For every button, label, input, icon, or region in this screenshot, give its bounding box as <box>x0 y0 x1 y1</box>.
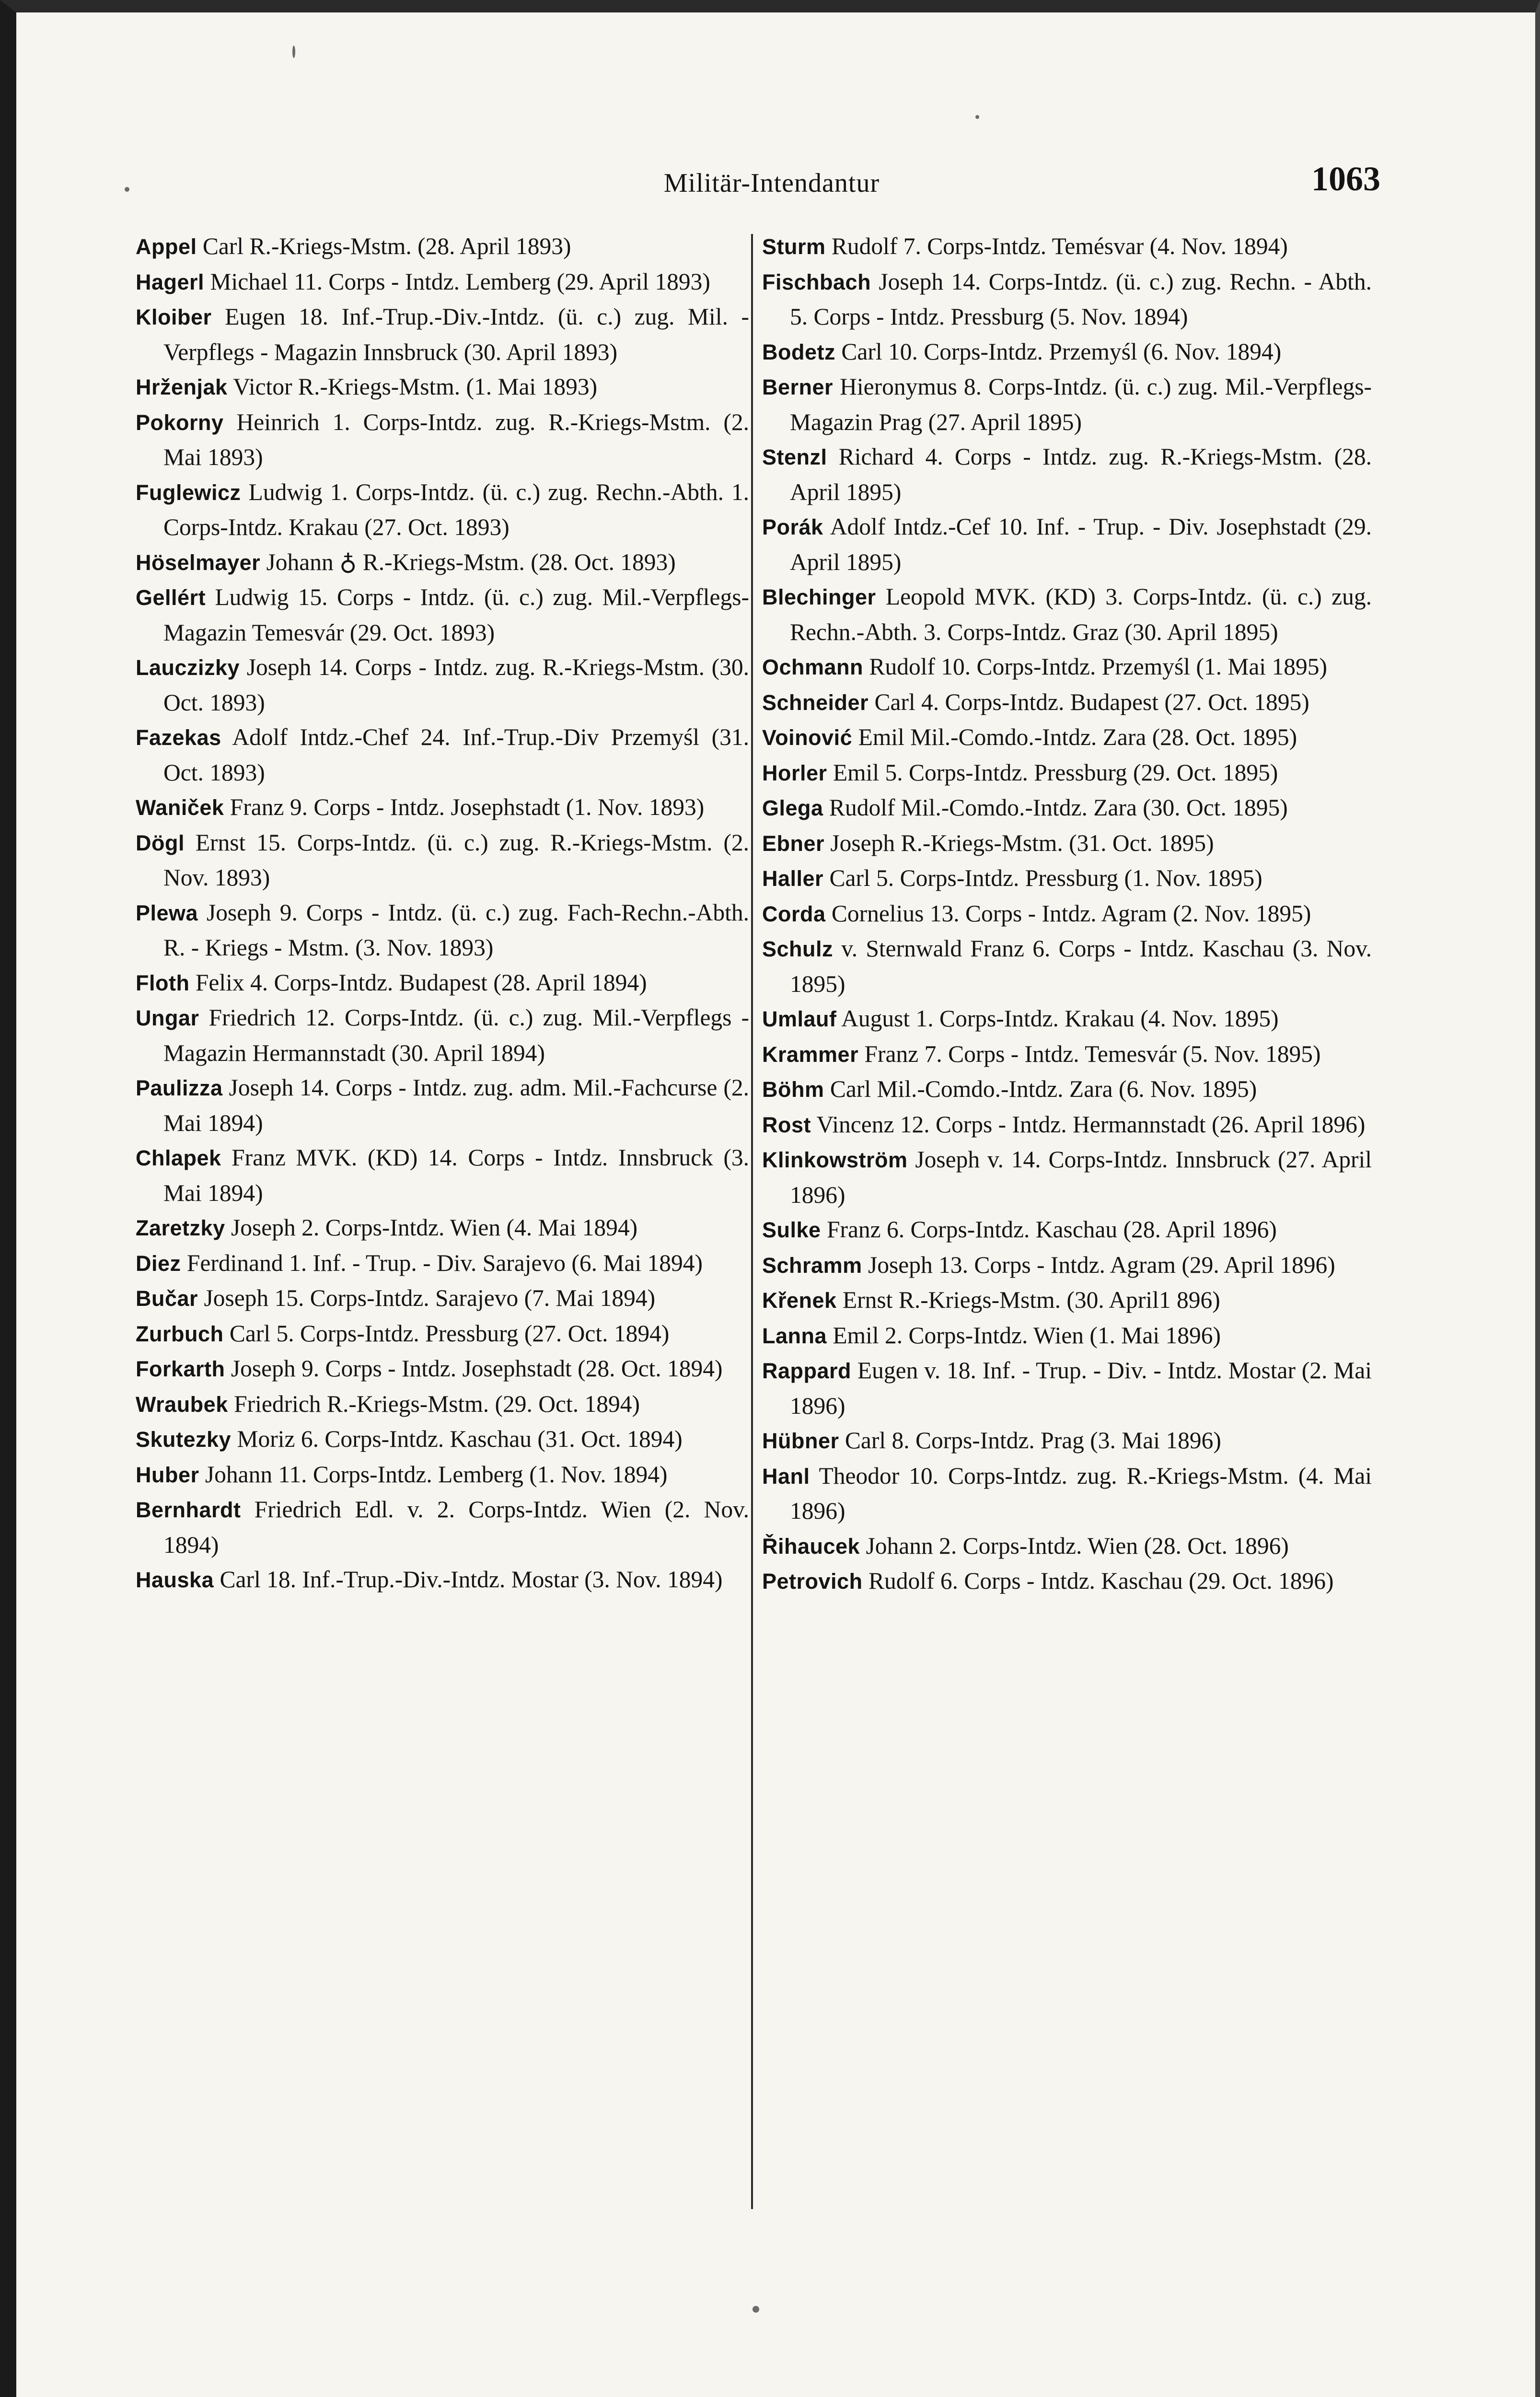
entry-surname: Appel <box>136 234 197 259</box>
scan-speck <box>292 46 295 58</box>
entry-details: Joseph 15. Corps-Intdz. Sarajevo (7. Mai 1894) <box>198 1285 656 1311</box>
list-item <box>762 1212 1372 1248</box>
entry-details: Johann ♁ R.-Kriegs-Mstm. (28. Oct. 1893) <box>260 548 676 575</box>
entry-details: Heinrich 1. Corps-Intdz. zug. R.-Kriegs-Mstm. (2. Mai 1893) <box>163 408 749 470</box>
list-item <box>136 1210 749 1246</box>
entry-surname: Fischbach <box>762 269 871 294</box>
entry-surname: Křenek <box>762 1288 837 1313</box>
entry-details: Franz MVK. (KD) 14. Corps - Intdz. Innsbruck (3. Mai 1894) <box>163 1144 749 1206</box>
entry-details: Johann 11. Corps-Intdz. Lemberg (1. Nov. 1894) <box>199 1461 668 1488</box>
list-item <box>136 229 749 265</box>
entry-surname: Řihaucek <box>762 1534 860 1559</box>
entry-details: Joseph 9. Corps - Intdz. (ü. c.) zug. Fach-Rechn.-Abth. R. - Kriegs - Mstm. (3. Nov. 1893) <box>163 899 749 961</box>
entry-details: Carl 10. Corps-Intdz. Przemyśl (6. Nov. 1894) <box>835 338 1282 365</box>
list-item <box>136 826 749 896</box>
entry-details: Carl 5. Corps-Intdz. Pressburg (27. Oct. 1894) <box>223 1320 670 1347</box>
entry-surname: Hanl <box>762 1464 810 1489</box>
entry-details: Richard 4. Corps - Intdz. zug. R.-Kriegs-Mstm. (28. April 1895) <box>790 443 1372 505</box>
page-number: 1063 <box>1311 160 1380 198</box>
list-item <box>762 580 1372 650</box>
entry-surname: Hrženjak <box>136 375 228 399</box>
list-item <box>136 1246 749 1281</box>
right-column <box>762 229 1372 1599</box>
entry-surname: Zaretzky <box>136 1216 225 1240</box>
entry-surname: Stenzl <box>762 445 827 469</box>
entry-details: Ernst 15. Corps-Intdz. (ü. c.) zug. R.-Kriegs-Mstm. (2. Nov. 1893) <box>163 829 749 891</box>
entry-details: Franz 6. Corps-Intdz. Kaschau (28. April 1896) <box>821 1216 1277 1243</box>
list-item <box>762 791 1372 826</box>
entry-details: Cornelius 13. Corps - Intdz. Agram (2. Nov. 1895) <box>825 900 1311 927</box>
entry-details: Eugen v. 18. Inf. - Trup. - Div. - Intdz. Mostar (2. Mai 1896) <box>790 1357 1372 1419</box>
list-item <box>136 545 749 581</box>
entry-surname: Höselmayer <box>136 550 261 575</box>
list-item <box>136 650 749 720</box>
entry-details: Joseph 9. Corps - Intdz. Josephstadt (28. Oct. 1894) <box>225 1355 723 1382</box>
list-item <box>762 229 1372 265</box>
column-divider <box>751 234 753 2209</box>
scan-speck <box>125 187 129 192</box>
entry-details: Michael 11. Corps - Intdz. Lemberg (29. April 1893) <box>204 268 710 295</box>
list-item <box>136 1562 749 1598</box>
entry-details: Rudolf 10. Corps-Intdz. Przemyśl (1. Mai 1895) <box>863 653 1327 680</box>
entry-details: Joseph 14. Corps-Intdz. (ü. c.) zug. Rechn. - Abth. 5. Corps - Intdz. Pressburg (5. Nov. 1894) <box>790 268 1372 330</box>
entry-details: Friedrich Edl. v. 2. Corps-Intdz. Wien (2. Nov. 1894) <box>163 1496 749 1558</box>
entry-details: Carl 8. Corps-Intdz. Prag (3. Mai 1896) <box>839 1427 1221 1454</box>
list-item <box>136 1387 749 1422</box>
entry-details: Rudolf Mil.-Comdo.-Intdz. Zara (30. Oct. 1895) <box>823 794 1288 821</box>
entry-details: Friedrich 12. Corps-Intdz. (ü. c.) zug. Mil.-Verpflegs - Magazin Hermannstadt (30. April 1894) <box>163 1004 749 1066</box>
entry-details: Vincenz 12. Corps - Intdz. Hermannstadt (26. April 1896) <box>811 1111 1366 1138</box>
entry-surname: Blechinger <box>762 585 876 609</box>
entry-surname: Glega <box>762 796 823 820</box>
entry-surname: Berner <box>762 375 834 399</box>
entry-surname: Bučar <box>136 1286 198 1311</box>
entry-details: Carl Mil.-Comdo.-Intdz. Zara (6. Nov. 1895) <box>824 1076 1257 1102</box>
entry-surname: Paulizza <box>136 1076 223 1100</box>
list-item <box>762 1037 1372 1072</box>
list-item <box>762 685 1372 721</box>
list-item <box>762 931 1372 1001</box>
list-item <box>136 405 749 475</box>
entry-surname: Schneider <box>762 690 869 715</box>
entry-surname: Kloiber <box>136 305 212 329</box>
scan-speck <box>975 115 979 119</box>
entry-details: Ludwig 1. Corps-Intdz. (ü. c.) zug. Rechn.-Abth. 1. Corps-Intdz. Krakau (27. Oct. 1893) <box>163 478 749 540</box>
entry-surname: Sturm <box>762 234 826 259</box>
entry-details: Carl 18. Inf.-Trup.-Div.-Intdz. Mostar (3. Nov. 1894) <box>214 1566 723 1593</box>
list-item <box>762 1318 1372 1354</box>
list-item <box>136 370 749 405</box>
entry-surname: Ochmann <box>762 655 864 679</box>
entry-details: Joseph 13. Corps - Intdz. Agram (29. April 1896) <box>862 1251 1335 1278</box>
list-item <box>762 335 1372 370</box>
list-item <box>762 1529 1372 1564</box>
entry-surname: Rost <box>762 1112 811 1137</box>
list-item <box>762 1459 1372 1529</box>
list-item <box>136 1351 749 1387</box>
entry-details: Carl 5. Corps-Intdz. Pressburg (1. Nov. 1895) <box>823 865 1262 891</box>
list-item <box>762 1353 1372 1423</box>
list-item <box>136 1281 749 1316</box>
list-item <box>762 1423 1372 1459</box>
entry-details: Eugen 18. Inf.-Trup.-Div.-Intdz. (ü. c.) zug. Mil. - Verpflegs - Magazin Innsbruck (30. April 1893) <box>163 303 749 365</box>
list-item <box>762 1142 1372 1212</box>
entry-surname: Corda <box>762 901 826 926</box>
list-item <box>136 1422 749 1457</box>
list-item <box>762 265 1372 335</box>
entry-surname: Lauczizky <box>136 655 240 680</box>
entry-surname: Rappard <box>762 1359 852 1383</box>
entry-details: Ferdinand 1. Inf. - Trup. - Div. Sarajevo (6. Mai 1894) <box>181 1249 703 1276</box>
entry-surname: Chlapek <box>136 1146 221 1170</box>
entry-surname: Fazekas <box>136 725 221 750</box>
entry-surname: Bernhardt <box>136 1498 241 1522</box>
entry-details: Franz 9. Corps - Intdz. Josephstadt (1. Nov. 1893) <box>224 794 705 820</box>
entry-details: Adolf Intdz.-Cef 10. Inf. - Trup. - Div. Josephstadt (29. April 1895) <box>790 513 1372 575</box>
entry-details: Emil Mil.-Comdo.-Intdz. Zara (28. Oct. 1895) <box>852 724 1297 750</box>
entry-details: Adolf Intdz.-Chef 24. Inf.-Trup.-Div Przemyśl (31. Oct. 1893) <box>163 724 749 786</box>
entry-surname: Ungar <box>136 1006 199 1030</box>
entry-surname: Huber <box>136 1462 199 1487</box>
list-item <box>762 720 1372 756</box>
entry-surname: Floth <box>136 970 190 995</box>
entry-details: Rudolf 7. Corps-Intdz. Temésvar (4. Nov. 1894) <box>825 233 1288 259</box>
list-item <box>136 1140 749 1210</box>
entry-surname: Pokorny <box>136 410 224 435</box>
list-item <box>136 790 749 826</box>
entry-surname: Voinović <box>762 725 853 750</box>
list-item <box>136 720 749 790</box>
entry-details: v. Sternwald Franz 6. Corps - Intdz. Kaschau (3. Nov. 1895) <box>790 935 1372 997</box>
entry-details: Felix 4. Corps-Intdz. Budapest (28. April 1894) <box>189 969 647 996</box>
entry-details: Hieronymus 8. Corps-Intdz. (ü. c.) zug. Mil.-Verpflegs-Magazin Prag (27. April 1895) <box>790 373 1372 435</box>
entry-details: Emil 2. Corps-Intdz. Wien (1. Mai 1896) <box>827 1322 1221 1349</box>
list-item <box>762 440 1372 510</box>
entry-surname: Lanna <box>762 1323 827 1348</box>
entry-surname: Petrovich <box>762 1569 863 1594</box>
entry-surname: Schulz <box>762 937 834 961</box>
entry-surname: Krammer <box>762 1042 859 1067</box>
entry-surname: Wraubek <box>136 1392 228 1417</box>
entry-surname: Hagerl <box>136 269 205 294</box>
list-item <box>762 1248 1372 1283</box>
entry-details: Joseph 2. Corps-Intdz. Wien (4. Mai 1894) <box>225 1214 638 1241</box>
list-item <box>762 826 1372 861</box>
entry-surname: Skutezky <box>136 1427 232 1452</box>
entry-surname: Forkarth <box>136 1357 225 1381</box>
list-item <box>136 1492 749 1562</box>
list-item <box>762 1107 1372 1143</box>
entry-details: August 1. Corps-Intdz. Krakau (4. Nov. 1895) <box>836 1005 1279 1032</box>
list-item <box>762 1564 1372 1599</box>
list-item <box>762 650 1372 685</box>
list-item <box>762 1283 1372 1318</box>
entry-details: Johann 2. Corps-Intdz. Wien (28. Oct. 1896) <box>860 1532 1289 1559</box>
list-item <box>136 300 749 370</box>
entry-surname: Fuglewicz <box>136 480 241 505</box>
entry-details: Carl 4. Corps-Intdz. Budapest (27. Oct. 1895) <box>868 688 1309 715</box>
entry-details: Ludwig 15. Corps - Intdz. (ü. c.) zug. Mil.-Verpflegs-Magazin Temesvár (29. Oct. 1893) <box>163 584 749 646</box>
entry-surname: Plewa <box>136 900 198 925</box>
entry-surname: Schramm <box>762 1253 862 1278</box>
entry-surname: Porák <box>762 515 823 539</box>
entry-details: Joseph R.-Kriegs-Mstm. (31. Oct. 1895) <box>824 829 1214 856</box>
entry-details: Victor R.-Kriegs-Mstm. (1. Mai 1893) <box>227 373 598 400</box>
entry-surname: Zurbuch <box>136 1321 224 1346</box>
entry-surname: Sulke <box>762 1218 821 1242</box>
list-item <box>136 896 749 966</box>
entry-surname: Böhm <box>762 1077 824 1102</box>
entry-surname: Dögl <box>136 830 185 855</box>
scan-speck <box>753 2306 759 2313</box>
entry-surname: Ebner <box>762 831 825 856</box>
list-item <box>762 1001 1372 1037</box>
entry-details: Joseph 14. Corps - Intdz. zug. R.-Kriegs-Mstm. (30. Oct. 1893) <box>163 654 749 716</box>
entry-details: Joseph 14. Corps - Intdz. zug. adm. Mil.-Fachcurse (2. Mai 1894) <box>163 1074 749 1136</box>
list-item <box>136 966 749 1001</box>
list-item <box>762 896 1372 932</box>
list-item <box>136 1316 749 1352</box>
list-item <box>762 510 1372 580</box>
list-item <box>136 580 749 650</box>
left-column <box>136 229 749 1598</box>
list-item <box>136 1071 749 1140</box>
list-item <box>136 1001 749 1071</box>
entry-surname: Horler <box>762 760 827 785</box>
entry-surname: Haller <box>762 866 824 891</box>
entry-details: Theodor 10. Corps-Intdz. zug. R.-Kriegs-Mstm. (4. Mai 1896) <box>790 1462 1372 1524</box>
entry-surname: Bodetz <box>762 339 835 364</box>
entry-surname: Umlauf <box>762 1007 837 1031</box>
entry-surname: Waniček <box>136 795 224 820</box>
entry-surname: Hauska <box>136 1568 214 1592</box>
list-item <box>762 1072 1372 1107</box>
list-item <box>136 265 749 300</box>
entry-surname: Hübner <box>762 1429 839 1453</box>
list-item <box>762 861 1372 896</box>
running-header: Militär-Intendantur <box>663 168 880 198</box>
entry-details: Carl R.-Kriegs-Mstm. (28. April 1893) <box>197 233 571 259</box>
entry-surname: Klinkowström <box>762 1148 908 1172</box>
entry-details: Friedrich R.-Kriegs-Mstm. (29. Oct. 1894) <box>228 1390 640 1417</box>
entry-details: Moriz 6. Corps-Intdz. Kaschau (31. Oct. 1894) <box>231 1426 683 1452</box>
entry-details: Franz 7. Corps - Intdz. Temesvár (5. Nov. 1895) <box>858 1040 1321 1067</box>
entry-details: Rudolf 6. Corps - Intdz. Kaschau (29. Oct. 1896) <box>862 1568 1334 1594</box>
list-item <box>136 1457 749 1493</box>
list-item <box>762 756 1372 791</box>
entry-details: Joseph v. 14. Corps-Intdz. Innsbruck (27. April 1896) <box>790 1146 1372 1208</box>
list-item <box>762 370 1372 440</box>
entry-surname: Diez <box>136 1251 181 1276</box>
list-item <box>136 475 749 545</box>
entry-details: Emil 5. Corps-Intdz. Pressburg (29. Oct. 1895) <box>827 759 1278 786</box>
entry-details: Ernst R.-Kriegs-Mstm. (30. April1 896) <box>836 1287 1220 1313</box>
entry-details: Leopold MVK. (KD) 3. Corps-Intdz. (ü. c.) zug. Rechn.-Abth. 3. Corps-Intdz. Graz (30. April 1895) <box>790 583 1372 645</box>
entry-surname: Gellért <box>136 585 206 610</box>
